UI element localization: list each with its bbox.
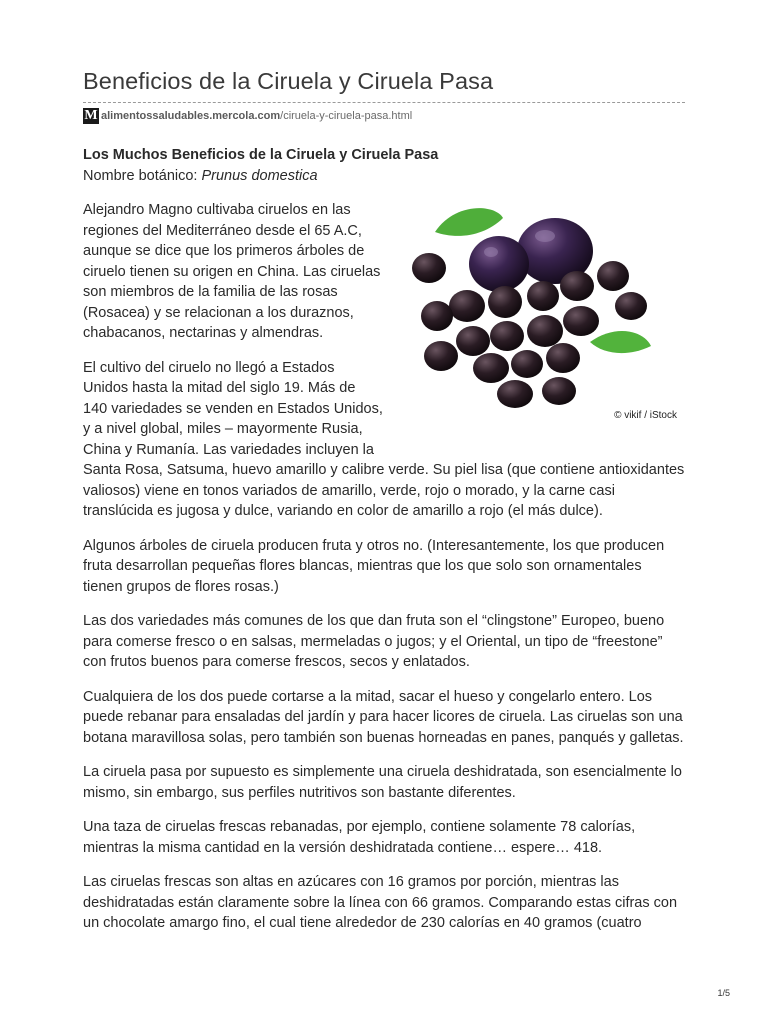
paragraph-6: La ciruela pasa por supuesto es simplemente una ciruela deshidratada, son esencialmente lo mismo, sin embargo, sus perfiles nutritivos son bastante diferentes. [83,764,682,801]
title-divider [83,102,685,103]
mercola-logo-icon: M [84,108,98,123]
plums-and-prunes-image [395,196,685,436]
paragraph-4: Las dos variedades más comunes de los que dan fruta son el “clingstone” Europeo, bueno para comerse fresco o en salsas, mermeladas o jugos; y el Oriental, un tipo de “freestone” con frutos buenos para comerse frescos, secos y enlatados. [83,613,665,670]
botanical-name: Prunus domestica [201,167,318,184]
source-path[interactable]: /ciruela-y-ciruela-pasa.html [280,110,413,122]
page-title: Beneficios de la Ciruela y Ciruela Pasa [83,68,494,94]
paragraph-3: Algunos árboles de ciruela producen fruta y otros no. (Interesantemente, los que producen fruta desarrollan pequeñas flores blancas, mientras que los que solo son ornamentales tienen grupos de flores rosas.) [83,537,665,595]
prunes-pile [412,253,647,408]
leaf-top-left [435,208,503,236]
document-page [83,66,685,948]
paragraph-5: Cualquiera de los dos puede cortarse a la mitad, sacar el hueso y congelarlo entero. Los puede rebanar para ensaladas del jardín y para hacer licores de ciruela. Las ciruelas son una botana maravillosa solas, pero también son buenas horneadas en panes, panqués y galletas. [83,688,684,746]
page-number: 1/5 [717,988,730,998]
plum-small [469,236,529,292]
paragraph-2: El cultivo del ciruelo no llegó a Estados Unidos hasta la mitad del siglo 19. Más de 140 variedades se venden en Estados Unidos, y a nivel global, miles – mayormente Rusia, China y Rumanía. Las variedades incluyen la Santa Rosa, Satsuma, huevo amarillo y calibre verde. Su piel lisa (que contiene antioxidantes valiosos) viene en tonos variados de amarillo, verde, rojo o morado, y la carne casi translúcida es jugosa y dulce, variando en color de amarillo a rojo (el más dulce). [83,359,685,519]
botanical-line [83,166,685,187]
article-body [83,145,685,934]
image-credit: © vikif / iStock [614,409,677,421]
botanical-label: Nombre botánico: [83,167,202,184]
paragraph-1: Alejandro Magno cultivaba ciruelos en las regiones del Mediterráneo desde el 65 A.C, aunque se dice que los primeros árboles de ciruelo tienen su origen en China. Las ciruelas son miembros de la familia de las rosas (Rosacea) y se relacionan a los duraznos, chabacanos, nectarinas y almendras. [83,202,381,341]
article-subtitle: Los Muchos Beneficios de la Ciruela y Ciruela Pasa [83,147,439,163]
paragraph-8: Las ciruelas frescas son altas en azúcares con 16 gramos por porción, mientras las deshidratadas están claramente sobre la línea con 66 gramos. Comparando estas cifras con un chocolate amargo fino, el cual tiene alrededor de 230 calorías en 40 gramos (cuatro [83,874,678,931]
leaf-right [590,331,651,353]
paragraph-7: Una taza de ciruelas frescas rebanadas, por ejemplo, contiene solamente 78 calorías, mientras la misma cantidad en la versión deshidratada contiene… espere… 418. [83,819,636,856]
plums-prunes-illustration [395,196,685,436]
source-domain[interactable]: alimentossaludables.mercola.com [101,110,281,122]
source-line [83,107,685,125]
